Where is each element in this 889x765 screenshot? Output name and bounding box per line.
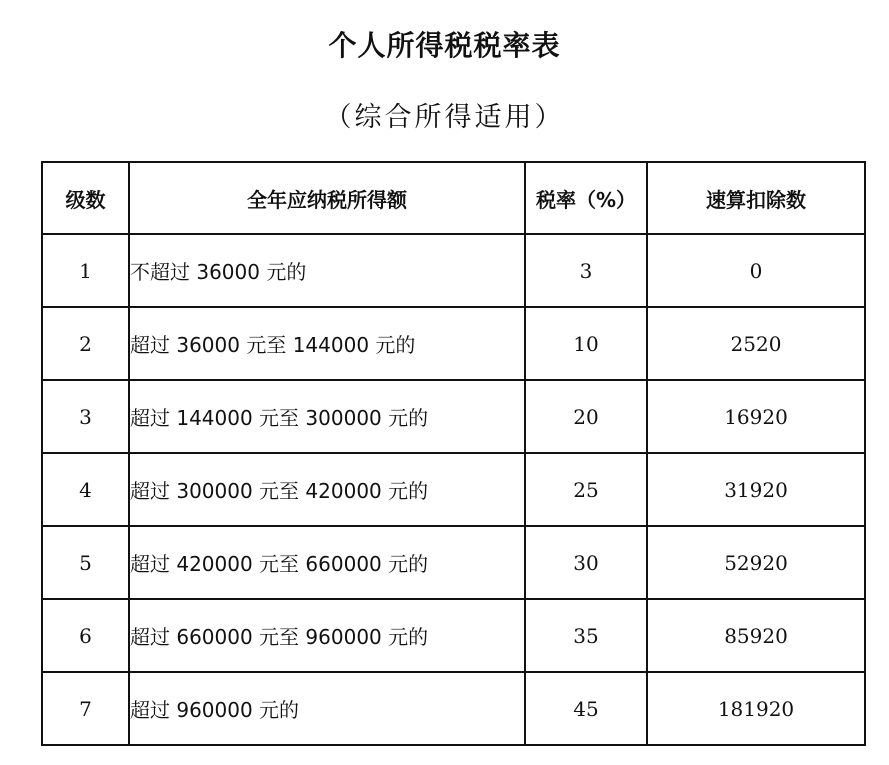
- cell-income-range: 超过 144000 元至 300000 元的: [129, 380, 525, 453]
- header-level: 级数: [42, 162, 129, 234]
- cell-tax-rate: 30: [525, 526, 647, 599]
- table-row: [42, 453, 865, 526]
- table-body: [42, 234, 865, 745]
- cell-income-range: 超过 660000 元至 960000 元的: [129, 599, 525, 672]
- table-row: [42, 380, 865, 453]
- cell-level: 7: [42, 672, 129, 745]
- document-subtitle: （综合所得适用）: [324, 102, 565, 133]
- header-tax-rate: 税率（%）: [525, 162, 647, 234]
- cell-level: 4: [42, 453, 129, 526]
- cell-tax-rate: 45: [525, 672, 647, 745]
- table-row: [42, 234, 865, 307]
- cell-tax-rate: 25: [525, 453, 647, 526]
- cell-quick-deduction: 2520: [647, 307, 865, 380]
- cell-level: 5: [42, 526, 129, 599]
- cell-tax-rate: 35: [525, 599, 647, 672]
- cell-level: 3: [42, 380, 129, 453]
- cell-income-range: 超过 36000 元至 144000 元的: [129, 307, 525, 380]
- cell-quick-deduction: 181920: [647, 672, 865, 745]
- cell-quick-deduction: 16920: [647, 380, 865, 453]
- table-row: [42, 307, 865, 380]
- cell-tax-rate: 10: [525, 307, 647, 380]
- header-row: [42, 162, 865, 234]
- document-title: 个人所得税税率表: [328, 29, 561, 62]
- cell-level: 2: [42, 307, 129, 380]
- tax-rate-table: [41, 161, 866, 746]
- header-income-range: 全年应纳税所得额: [129, 162, 525, 234]
- cell-quick-deduction: 0: [647, 234, 865, 307]
- table-header: [42, 162, 865, 234]
- cell-quick-deduction: 31920: [647, 453, 865, 526]
- cell-income-range: 超过 960000 元的: [129, 672, 525, 745]
- cell-level: 1: [42, 234, 129, 307]
- cell-tax-rate: 3: [525, 234, 647, 307]
- cell-income-range: 不超过 36000 元的: [129, 234, 525, 307]
- cell-income-range: 超过 420000 元至 660000 元的: [129, 526, 525, 599]
- cell-income-range: 超过 300000 元至 420000 元的: [129, 453, 525, 526]
- cell-quick-deduction: 85920: [647, 599, 865, 672]
- cell-quick-deduction: 52920: [647, 526, 865, 599]
- table-row: [42, 526, 865, 599]
- table-row: [42, 599, 865, 672]
- table-row: [42, 672, 865, 745]
- header-quick-deduction: 速算扣除数: [647, 162, 865, 234]
- cell-tax-rate: 20: [525, 380, 647, 453]
- cell-level: 6: [42, 599, 129, 672]
